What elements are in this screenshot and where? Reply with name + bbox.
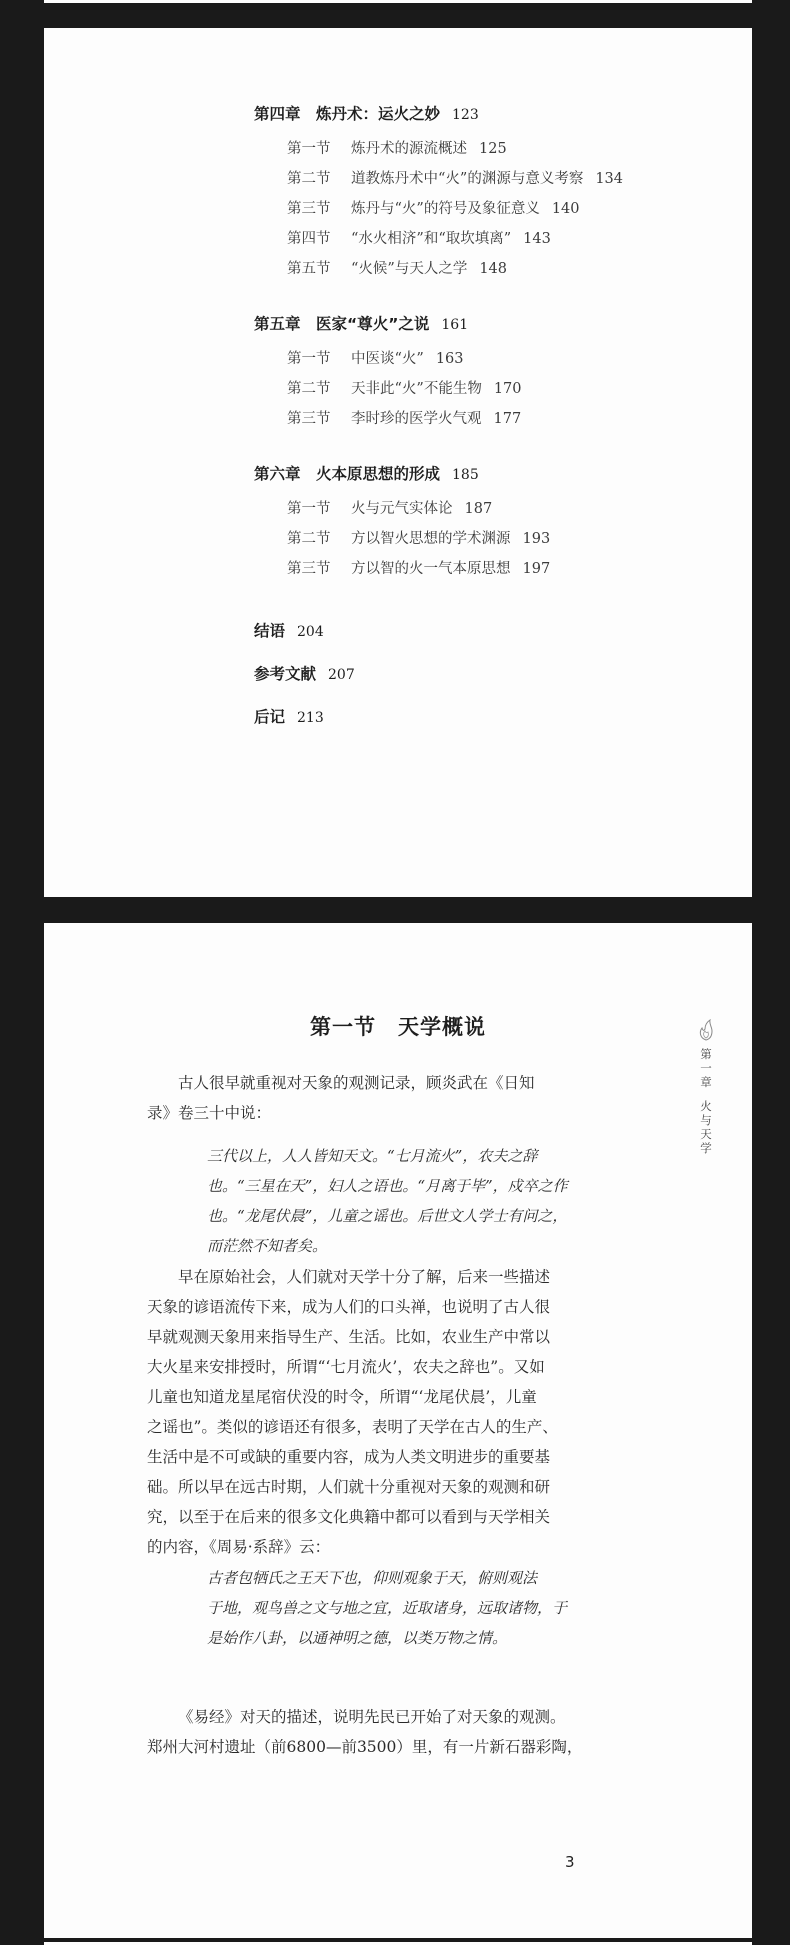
toc-section: 第二节 道教炼丹术中“火”的渊源与意义考察 134 — [287, 171, 624, 187]
toc-section: 第一节 火与元气实体论 187 — [287, 501, 493, 517]
chapter-page-number: 161 — [441, 317, 469, 333]
toc-section: 第四节 “水火相济”和“取坎填离” 143 — [287, 231, 551, 247]
toc-chapter-5 — [254, 310, 724, 434]
block-quote-1: 三代以上，人人皆知天文。“七月流火”，农夫之辞 也。“三星在天”，妇人之语也。“月离于毕”，戍卒之作 也。“龙尾伏晨”，儿童之谣也。后世文人学士有问之， 而茫然不知者矣。 — [207, 1147, 568, 1255]
toc-section: 第三节 炼丹与“火”的符号及象征意义 140 — [287, 201, 580, 217]
chapter-heading: 第四章 炼丹术：运火之妙 123 — [254, 105, 479, 123]
toc-section: 第一节 炼丹术的源流概述 125 — [287, 141, 507, 157]
running-head: 第 一 章 火 与 天 学 — [696, 1019, 716, 1155]
toc-section: 第三节 李时珍的医学火气观 177 — [287, 411, 522, 427]
toc-afterword: 后记 213 — [254, 708, 324, 726]
previous-page-edge — [44, 0, 752, 3]
body-page — [44, 923, 752, 1938]
toc-chapter-4 — [254, 100, 724, 284]
toc-conclusion: 结语 204 — [254, 622, 324, 640]
page-number: 3 — [565, 1853, 575, 1871]
block-quote-2: 古者包牺氏之王天下也，仰则观象于天，俯则观法 于地，观鸟兽之文与地之宜，近取诸身，远取诸物，于 是始作八卦，以通神明之德，以类万物之情。 — [207, 1569, 568, 1647]
toc-section: 第二节 天非此“火”不能生物 170 — [287, 381, 522, 397]
table-of-contents — [254, 100, 724, 739]
paragraph-3: 《易经》对天的描述，说明先民已开始了对天象的观测。 郑州大河村遗址（前6800—前3500）里，有一片新石器彩陶， — [147, 1708, 583, 1756]
chapter-page-number: 185 — [452, 467, 479, 483]
toc-section: 第二节 方以智火思想的学术渊源 193 — [287, 531, 551, 547]
toc-references: 参考文献 207 — [254, 665, 355, 683]
chapter-heading: 第五章 医家“尊火”之说 161 — [254, 315, 469, 333]
paragraph-2: 早在原始社会，人们就对天学十分了解，后来一些描述 天象的谚语流传下来，成为人们的口头禅，也说明了古人很 早就观测天象用来指导生产、生活。比如，农业生产中常以 大火星来安排授时，所谓“‘七月流火’，农夫之辞也”。又如 儿童也知道龙星尾宿伏没的时令，所谓“‘龙尾伏晨’，儿童 之谣也”。类似的谚语还有很多，表明了天学在古人的生产、 生活中是不可或缺的重要内容，成为人类文明进步的重要基 础。所以早在远古时期，人们就十分重视对天象的观测和研 究，以至于在后来的很多文化典籍中都可以看到与天学相关 的内容，《周易·系辞》云： — [147, 1268, 558, 1556]
paragraph-1: 古人很早就重视对天象的观测记录，顾炎武在《日知 录》卷三十中说： — [147, 1074, 535, 1122]
section-title: 第一节 天学概说 — [310, 1015, 486, 1039]
toc-section: 第一节 中医谈“火” 163 — [287, 351, 464, 367]
toc-section: 第三节 方以智的火一气本原思想 197 — [287, 561, 551, 577]
toc-chapter-6 — [254, 460, 724, 584]
toc-page — [44, 28, 752, 897]
chapter-page-number: 123 — [452, 107, 479, 123]
toc-section: 第五节 “火候”与天人之学 148 — [287, 261, 508, 277]
chapter-heading: 第六章 火本原思想的形成 185 — [254, 465, 479, 483]
